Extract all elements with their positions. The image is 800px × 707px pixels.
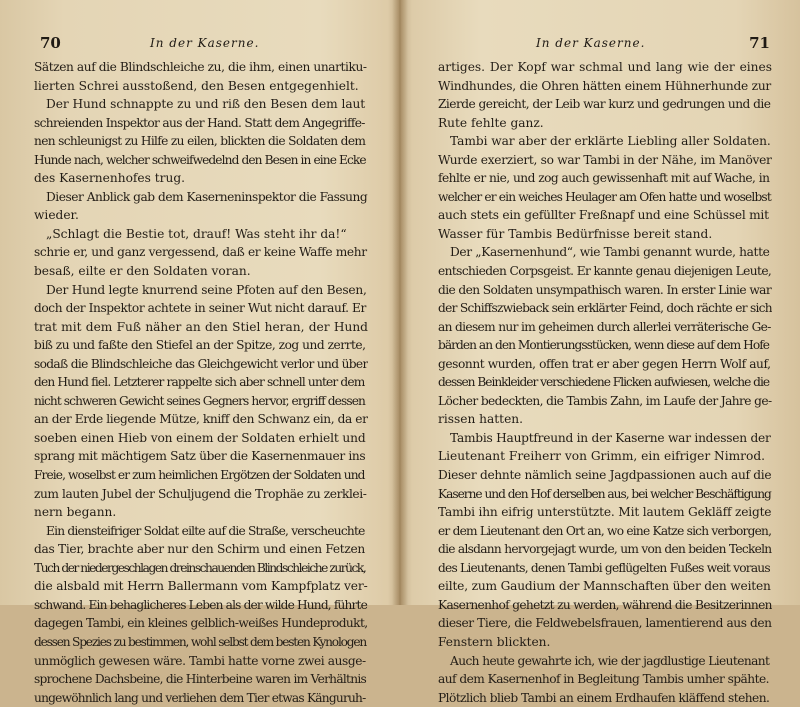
text-line: die alsbald mit Herrn Ballermann vom Kampfplatz ver- [34, 579, 368, 594]
text-line: eilte, zum Gaudium der Mannschaften über den weiten [438, 579, 771, 594]
text-line: nern begann. [34, 505, 117, 520]
text-line: des Lieutenants, denen Tambi geflügelten Fußes weit voraus [438, 560, 770, 575]
text-line: bärden an den Montierungsstücken, wenn diese auf dem Hofe [438, 338, 770, 353]
text-line: Lieutenant Freiherr von Grimm, ein eifriger Nimrod. [438, 449, 765, 464]
text-line: Löcher bedeckten, die Tambis Zahn, im Laufe der Jahre ge- [438, 393, 772, 408]
text-line: Wasser für Tambis Bedürfnisse bereit stand. [438, 226, 713, 241]
text-line: Freie, woselbst er zum heimlichen Ergötzen der Soldaten und [34, 468, 365, 483]
text-line: Plötzlich blieb Tambi an einem Erdhaufen kläffend stehen. [438, 690, 770, 705]
text-line: unmöglich gewesen wäre. Tambi hatte vorne zwei ausge- [34, 653, 366, 668]
text-line: Der „Kasernenhund“, wie Tambi genannt wurde, hatte [450, 245, 770, 260]
text-line: Zierde gereicht, der Leib war kurz und gedrungen und die [438, 97, 771, 112]
running-head: In der Kaserne. [150, 36, 260, 50]
text-line: Tuch der niedergeschlagen dreinschauenden Blindschleiche zurück, [34, 560, 366, 575]
text-line: Fenstern blickten. [438, 634, 551, 649]
text-line: Dieser Anblick gab dem Kaserneninspektor die Fassung [46, 189, 368, 204]
text-line: fehlte er nie, und zog auch gewissenhaft mit auf Wache, in [438, 171, 770, 186]
text-line: lierten Schrei ausstoßend, den Besen entgegenhielt. [34, 78, 359, 93]
text-line: nicht schweren Gewicht seines Gegners hervor, ergriff dessen [34, 393, 365, 408]
text-line: rissen hatten. [438, 412, 524, 427]
text-line: dessen Spezies zu bestimmen, wohl selbst dem besten Kynologen [34, 634, 367, 649]
text-line: Kasernenhof gehetzt zu werden, während die Besitzerinnen [438, 597, 772, 612]
text-line: dessen Beinkleider verschiedene Flicken aufwiesen, welche die [438, 375, 770, 390]
text-line: Wurde exerziert, so war Tambi in der Nähe, im Manöver [438, 152, 772, 167]
right-page-text [438, 58, 772, 707]
text-line: biß zu und faßte den Stiefel an der Spitze, zog und zerrte, [34, 338, 366, 353]
text-line: sprang mit mächtigem Satz über die Kasernenmauer ins [34, 449, 366, 464]
text-line: die alsdann hervorgejagt wurde, um von den beiden Teckeln [438, 542, 772, 557]
text-line: ungewöhnlich lang und verliehen dem Tier etwas Känguruh- [34, 690, 366, 705]
text-line: Dieser dehnte nämlich seine Jagdpassionen auch auf die [438, 468, 772, 483]
text-line: Auch heute gewahrte ich, wie der jagdlustige Lieutenant [450, 653, 770, 668]
text-line: soeben einen Hieb von einem der Soldaten erhielt und [34, 430, 366, 445]
text-line: auf dem Kasernenhof in Begleitung Tambis umher spähte. [438, 672, 769, 687]
text-line: entschieden Corpsgeist. Er kannte genau diejenigen Leute, [438, 264, 772, 279]
text-line: an diesem nur im geheimen durch allerlei verräterische Ge- [438, 319, 771, 334]
text-line: besaß, eilte er den Soldaten voran. [34, 264, 251, 279]
text-line: nen schleunigst zu Hilfe zu eilen, blickten die Soldaten dem [34, 134, 366, 149]
left-page-header [40, 34, 370, 54]
page-number: 71 [749, 34, 770, 52]
text-line: wieder. [34, 208, 79, 223]
text-line: der Schiffszwieback sein erklärter Feind, doch rächte er sich [438, 301, 772, 316]
text-line: Hunde nach, welcher schweifwedelnd den Besen in eine Ecke [34, 152, 366, 167]
text-line: gesonnt wurden, offen trat er aber gegen Herrn Wolf auf, [438, 356, 771, 371]
text-line: das Tier, brachte aber nur den Schirm und einen Fetzen [34, 542, 365, 557]
text-line: dagegen Tambi, ein kleines gelblich-weißes Hundeprodukt, [34, 616, 368, 631]
text-line: „Schlagt die Bestie tot, drauf! Was steht ihr da!“ [46, 226, 347, 241]
text-line: er dem Lieutenant den Ort an, wo eine Katze sich verborgen, [438, 523, 772, 538]
text-line: Tambi war aber der erklärte Liebling aller Soldaten. [450, 134, 771, 149]
text-line: die den Soldaten unsympathisch waren. In erster Linie war [438, 282, 772, 297]
text-line: des Kasernenhofes trug. [34, 171, 186, 186]
text-line: Der Hund legte knurrend seine Pfoten auf den Besen, [46, 282, 367, 297]
text-line: Tambis Hauptfreund in der Kaserne war indessen der [450, 430, 771, 445]
text-line: Windhundes, die Ohren hätten einem Hühnerhunde zur [438, 78, 772, 93]
text-line: schreienden Inspektor aus der Hand. Statt dem Angegriffe- [34, 115, 365, 130]
right-page-header [436, 34, 770, 54]
text-line: Ein diensteifriger Soldat eilte auf die Straße, verscheuchte [46, 523, 365, 538]
text-line: Sätzen auf die Blindschleiche zu, die ihm, einen unartiku- [34, 60, 367, 74]
right-page [400, 0, 800, 705]
text-line: sprochene Dachsbeine, die Hinterbeine waren im Verhältnis [34, 672, 367, 687]
text-line: artiges. Der Kopf war schmal und lang wie der eines [438, 60, 772, 74]
text-line: Kaserne und den Hof derselben aus, bei welcher Beschäftigung [438, 486, 771, 501]
text-line: Tambi ihn eifrig unterstützte. Mit lautem Gekläff zeigte [438, 505, 772, 520]
text-line: trat mit dem Fuß näher an den Stiel heran, der Hund [34, 319, 368, 334]
text-line: welcher er ein weiches Heulager am Ofen hatte und woselbst [438, 189, 771, 204]
page-number: 70 [40, 34, 61, 52]
text-line: auch stets ein gefüllter Freßnapf und eine Schüssel mit [438, 208, 769, 223]
text-line: sodaß die Blindschleiche das Gleichgewicht verlor und über [34, 356, 368, 371]
text-line: dieser Tiere, die Feldwebelsfrauen, lamentierend aus den [438, 616, 772, 631]
text-line: Rute fehlte ganz. [438, 115, 544, 130]
text-line: zum lauten Jubel der Schuljugend die Trophäe zu zerklei- [34, 486, 367, 501]
left-page [0, 0, 400, 705]
text-line: an der Erde liegende Mütze, kniff den Schwanz ein, da er [34, 412, 368, 427]
text-line: schrie er, und ganz vergessend, daß er keine Waffe mehr [34, 245, 367, 260]
left-page-text [34, 58, 368, 707]
text-line: doch der Inspektor achtete in seiner Wut nicht darauf. Er [34, 301, 366, 316]
text-line: den Hund fiel. Letzterer rappelte sich aber schnell unter dem [34, 375, 365, 390]
running-head: In der Kaserne. [536, 36, 646, 50]
text-line: Der Hund schnappte zu und riß den Besen dem laut [46, 97, 366, 112]
text-line: schwand. Ein behaglicheres Leben als der wilde Hund, führte [34, 597, 367, 612]
